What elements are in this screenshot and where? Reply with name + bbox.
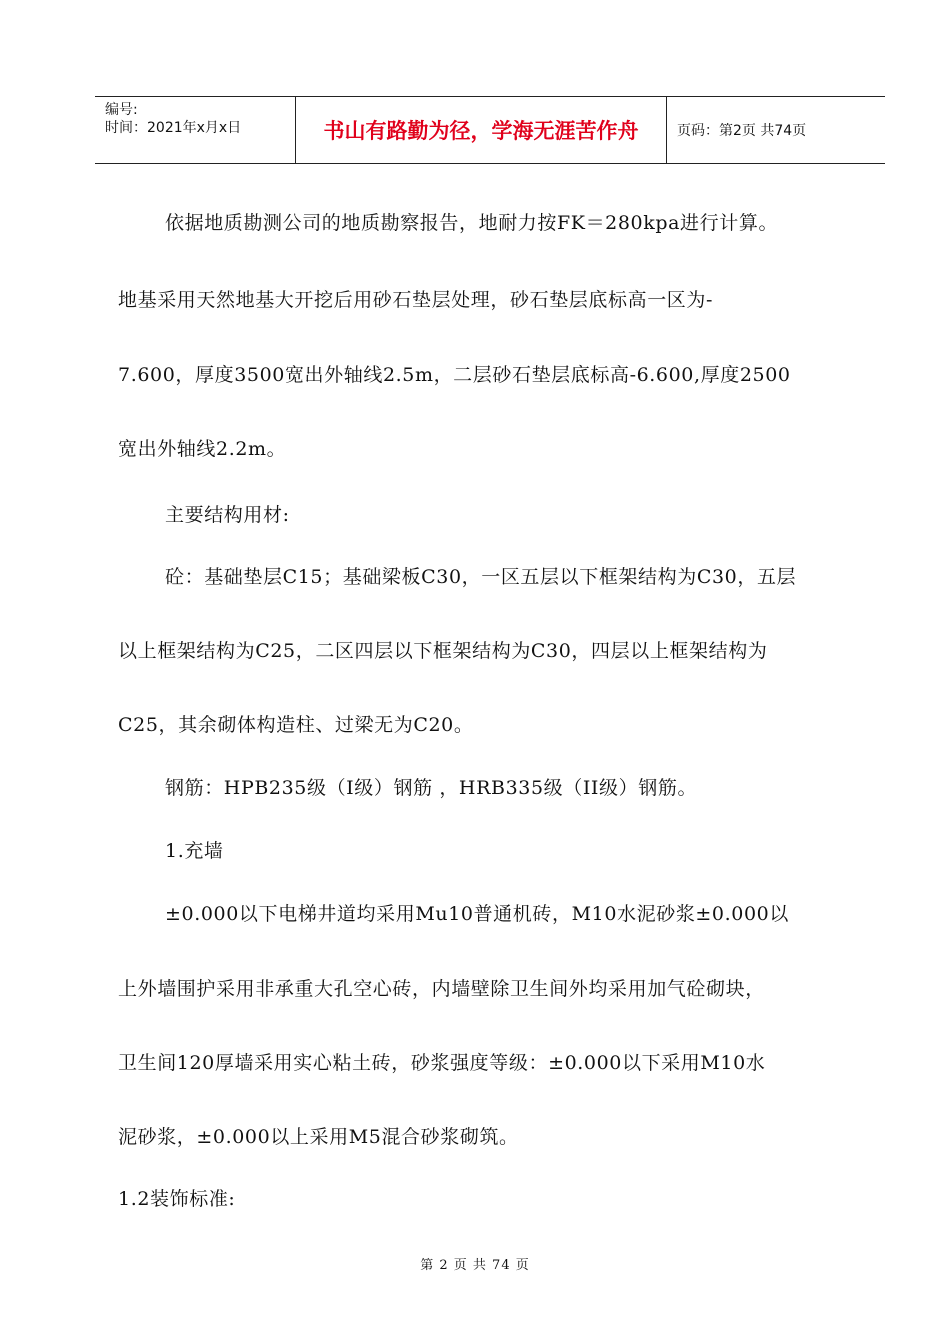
time-label: 时间：2021年x月x日	[105, 120, 242, 136]
paragraph-line: 地基采用天然地基大开挖后用砂石垫层处理，砂石垫层底标高一区为-	[118, 289, 714, 311]
paragraph-line: ±0.000以下电梯井道均采用Mu10普通机砖，M10水泥砂浆±0.000以	[165, 903, 789, 925]
section-heading: 1.2装饰标准:	[118, 1188, 236, 1210]
paragraph-line: 上外墙围护采用非承重大孔空心砖，内墙壁除卫生间外均采用加气砼砌块，	[118, 978, 765, 1000]
code-label: 编号:	[105, 102, 138, 118]
paragraph-line: 依据地质勘测公司的地质勘察报告，地耐力按FK＝280kpa进行计算。	[165, 212, 779, 234]
paragraph-line: 主要结构用材:	[165, 504, 290, 526]
paragraph-line: 1.充墙	[165, 840, 224, 862]
paragraph-line: 钢筋：HPB235级（I级）钢筋 ，HRB335级（II级）钢筋。	[165, 777, 698, 799]
page-header	[95, 96, 885, 164]
paragraph-line: 7.600，厚度3500宽出外轴线2.5m，二层砂石垫层底标高-6.600,厚度2500	[118, 364, 791, 386]
header-page-info: 页码：第2页 共74页	[677, 123, 807, 139]
paragraph-line: C25，其余砌体构造柱、过梁无为C20。	[118, 714, 474, 736]
paragraph-line: 以上框架结构为C25，二区四层以下框架结构为C30，四层以上框架结构为	[118, 640, 768, 662]
paragraph-line: 卫生间120厚墙采用实心粘土砖，砂浆强度等级：±0.000以下采用M10水	[118, 1052, 766, 1074]
header-motto: 书山有路勤为径，学海无涯苦作舟	[296, 97, 667, 163]
paragraph-line: 砼：基础垫层C15；基础梁板C30，一区五层以下框架结构为C30，五层	[165, 566, 797, 588]
paragraph-line: 宽出外轴线2.2m。	[118, 438, 287, 460]
header-meta	[95, 97, 296, 163]
page-footer: 第 2 页 共 74 页	[420, 1258, 530, 1273]
paragraph-line: 泥砂浆，±0.000以上采用M5混合砂浆砌筑。	[118, 1126, 519, 1148]
